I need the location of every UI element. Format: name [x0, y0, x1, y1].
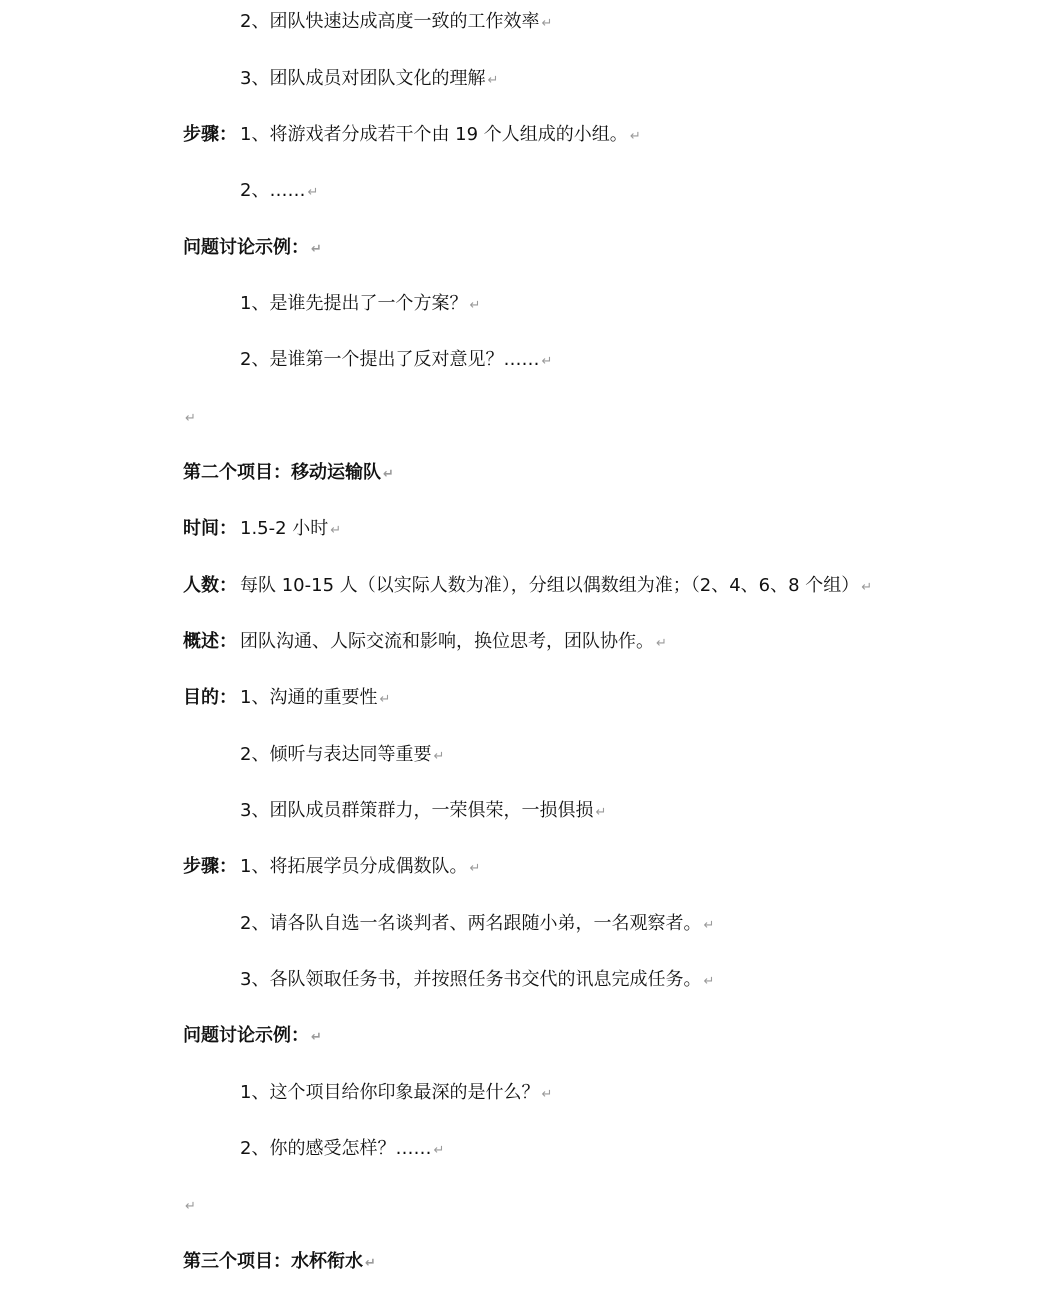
field-label: 目的：	[183, 687, 237, 708]
list-item: 3、团队成员群策群力，一荣俱荣，一损俱损 ↵	[240, 798, 606, 824]
section-heading: 问题讨论示例： ↵	[183, 235, 322, 261]
paragraph-mark-icon: ↵	[185, 1199, 196, 1214]
paragraph-mark-icon: ↵	[703, 918, 715, 933]
list-item: 2、团队快速达成高度一致的工作效率 ↵	[240, 9, 552, 35]
field-label: 时间：	[183, 518, 237, 539]
paragraph-mark-icon: ↵	[185, 411, 196, 426]
overview-paragraph: 概述： 团队沟通、人际交流和影响，换位思考，团队协作。 ↵	[183, 629, 667, 655]
paragraph-mark-icon: ↵	[541, 354, 553, 369]
list-item: 1、是谁先提出了一个方案？ ↵	[240, 291, 480, 317]
paragraph-mark-icon: ↵	[487, 73, 499, 88]
list-item: 2、请各队自选一名谈判者、两名跟随小弟，一名观察者。 ↵	[240, 911, 714, 937]
steps-paragraph: 步骤： 1、将游戏者分成若干个由 19 个人组成的小组。 ↵	[183, 122, 641, 148]
paragraph-mark-icon: ↵	[383, 467, 394, 482]
paragraph-mark-icon: ↵	[330, 523, 342, 538]
paragraph-mark-icon: ↵	[469, 861, 481, 876]
section-heading: 问题讨论示例： ↵	[183, 1023, 322, 1049]
list-item: 2、…… ↵	[240, 178, 318, 204]
paragraph-mark-icon: ↵	[861, 580, 873, 595]
list-item: 2、倾听与表达同等重要 ↵	[240, 742, 444, 768]
time-paragraph: 时间： 1.5-2 小时 ↵	[183, 516, 341, 542]
list-item: 3、各队领取任务书，并按照任务书交代的讯息完成任务。 ↵	[240, 967, 714, 993]
headcount-paragraph: 人数： 每队 10-15 人（以实际人数为准），分组以偶数组为准；（2、4、6、8 个组） ↵	[183, 573, 872, 599]
paragraph-mark-icon: ↵	[433, 1143, 445, 1158]
paragraph-mark-icon: ↵	[365, 1256, 376, 1271]
field-label: 步骤：	[183, 124, 237, 145]
paragraph-mark-icon: ↵	[307, 185, 319, 200]
paragraph-mark-icon: ↵	[629, 129, 641, 144]
empty-paragraph	[183, 1192, 196, 1218]
list-item: 1、这个项目给你印象最深的是什么？ ↵	[240, 1080, 552, 1106]
empty-paragraph	[183, 404, 196, 430]
paragraph-mark-icon: ↵	[379, 692, 391, 707]
project-title: 第三个项目：水杯衔水 ↵	[183, 1249, 376, 1275]
paragraph-mark-icon: ↵	[433, 749, 445, 764]
paragraph-mark-icon: ↵	[541, 1087, 553, 1102]
list-item: 2、是谁第一个提出了反对意见？…… ↵	[240, 347, 552, 373]
paragraph-mark-icon: ↵	[656, 636, 667, 651]
project-title: 第二个项目：移动运输队 ↵	[183, 460, 394, 486]
field-label: 步骤：	[183, 856, 237, 877]
steps-paragraph: 步骤： 1、将拓展学员分成偶数队。 ↵	[183, 854, 480, 880]
field-label: 概述：	[183, 631, 237, 652]
paragraph-mark-icon: ↵	[595, 805, 607, 820]
field-label: 人数：	[183, 575, 237, 596]
paragraph-mark-icon: ↵	[541, 16, 553, 31]
list-item: 3、团队成员对团队文化的理解 ↵	[240, 66, 498, 92]
paragraph-mark-icon: ↵	[311, 242, 322, 257]
list-item: 2、你的感受怎样？…… ↵	[240, 1136, 444, 1162]
paragraph-mark-icon: ↵	[311, 1030, 322, 1045]
purpose-paragraph: 目的： 1、沟通的重要性 ↵	[183, 685, 390, 711]
paragraph-mark-icon: ↵	[469, 298, 481, 313]
paragraph-mark-icon: ↵	[703, 974, 715, 989]
